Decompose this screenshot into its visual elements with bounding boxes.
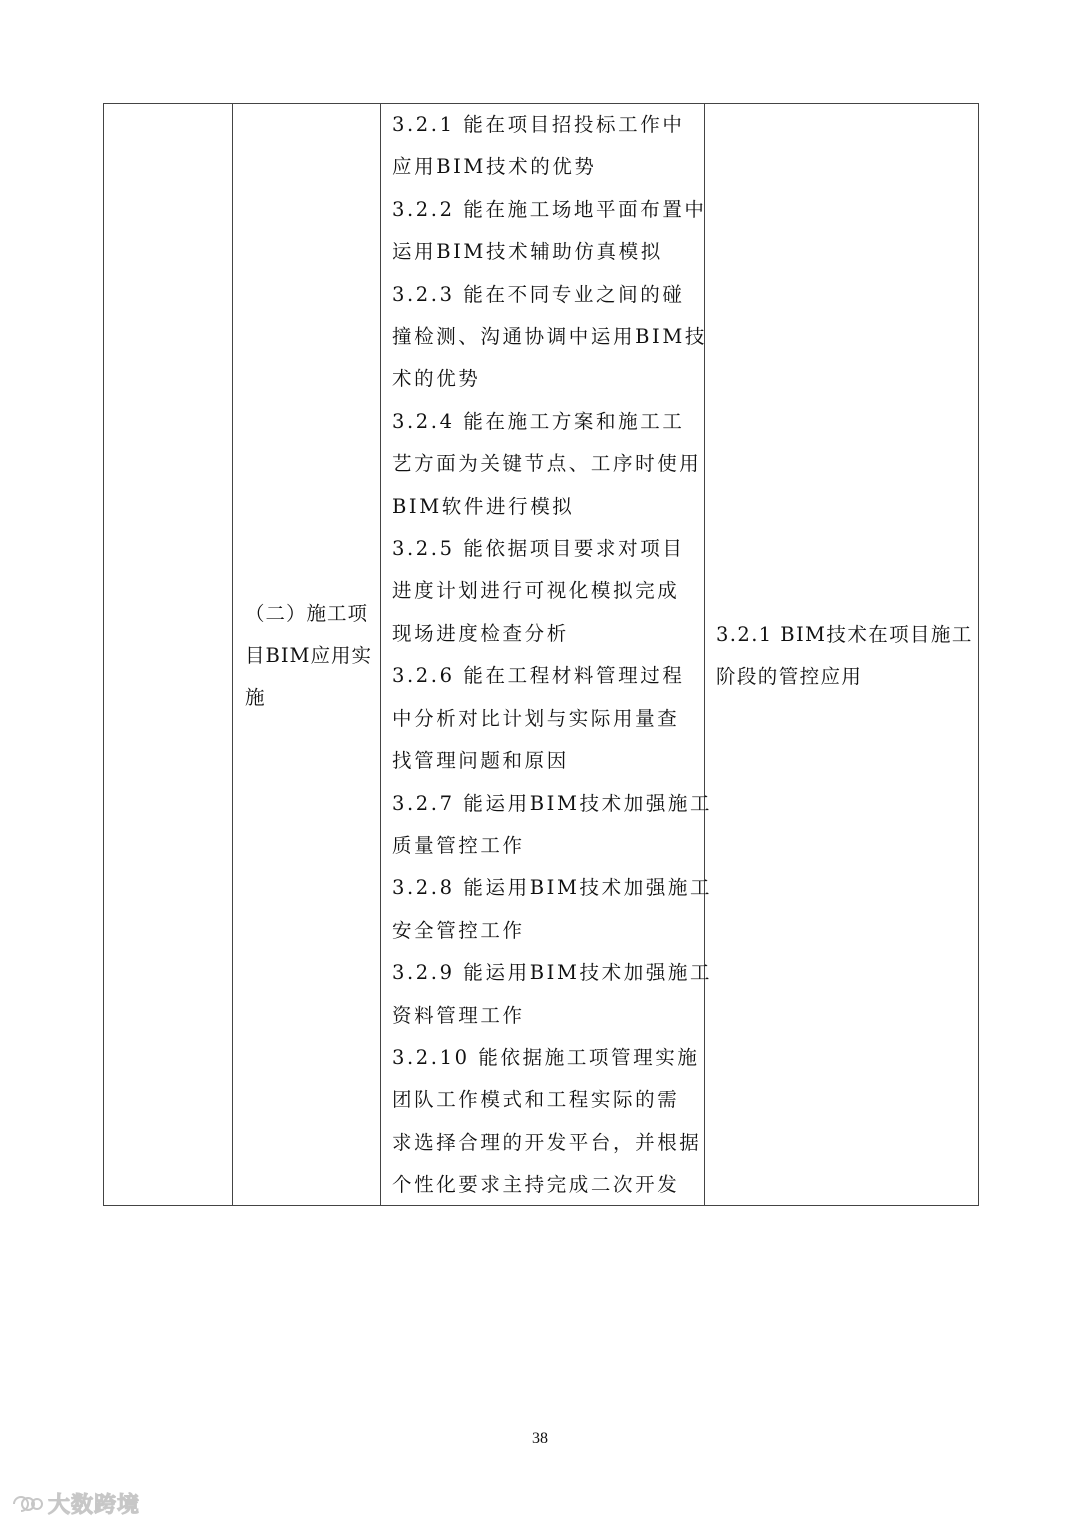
watermark-text: 大数跨境 (48, 1493, 141, 1518)
work-unit-line: 施 (245, 685, 266, 709)
page-number: 38 (532, 1430, 548, 1447)
related-knowledge-cell (705, 104, 980, 1205)
work-unit-cell (233, 104, 380, 1205)
requirement-line: 3.2.3 能在不同专业之间的碰 (392, 282, 685, 306)
requirement-line: 中分析对比计划与实际用量查 (392, 706, 680, 730)
requirement-line: 资料管理工作 (392, 1003, 525, 1027)
requirement-line: 找管理问题和原因 (392, 749, 569, 773)
requirement-item (392, 528, 698, 655)
requirement-item (392, 189, 707, 274)
requirement-line: 术的优势 (392, 367, 481, 391)
requirement-line: 撞检测、沟通协调中运用BIM技 (392, 325, 707, 349)
requirement-item (392, 952, 713, 1037)
requirement-line: 现场进度检查分析 (392, 621, 569, 645)
watermark (8, 1488, 140, 1519)
requirement-line: BIM软件进行模拟 (392, 494, 575, 518)
requirement-item (392, 867, 713, 952)
requirement-line: 艺方面为关键节点、工序时使用 (392, 452, 702, 476)
requirement-line: 3.2.5 能依据项目要求对项目 (392, 537, 685, 561)
requirement-line: 3.2.4 能在施工方案和施工工 (392, 409, 685, 433)
watermark-logo-icon (8, 1491, 44, 1517)
requirement-line: 求选择合理的开发平台，并根据 (392, 1130, 702, 1154)
requirement-line: 3.2.8 能运用BIM技术加强施工 (392, 876, 713, 900)
work-unit-line: 目BIM应用实 (245, 643, 372, 667)
requirement-line: 安全管控工作 (392, 918, 525, 942)
requirement-item (392, 655, 698, 782)
skill-requirements-list (392, 104, 713, 1207)
requirement-line: 3.2.1 能在项目招投标工作中 (392, 113, 685, 136)
requirement-line: 质量管控工作 (392, 833, 525, 857)
skill-requirements-cell (381, 104, 713, 1205)
requirement-line: 3.2.9 能运用BIM技术加强施工 (392, 961, 713, 985)
related-knowledge-text (716, 614, 974, 698)
requirement-item (392, 104, 698, 189)
requirement-line: 3.2.10 能依据施工项管理实施 (392, 1045, 700, 1069)
requirement-line: 进度计划进行可视化模拟完成 (392, 579, 680, 603)
requirement-item (392, 274, 707, 401)
requirement-item (392, 783, 713, 868)
work-unit-line: （二）施工项 (245, 601, 369, 625)
requirement-line: 运用BIM技术辅助仿真模拟 (392, 240, 663, 264)
requirement-item (392, 1037, 702, 1207)
requirement-line: 团队工作模式和工程实际的需 (392, 1088, 680, 1112)
requirement-line: 3.2.7 能运用BIM技术加强施工 (392, 791, 713, 815)
knowledge-line: 阶段的管控应用 (716, 664, 863, 688)
knowledge-line: 3.2.1 BIM技术在项目施工 (716, 622, 973, 646)
requirement-line: 3.2.2 能在施工场地平面布置中 (392, 197, 707, 221)
competency-table (103, 103, 979, 1206)
requirement-item (392, 401, 702, 528)
requirement-line: 应用BIM技术的优势 (392, 155, 597, 179)
requirement-line: 个性化要求主持完成二次开发 (392, 1173, 680, 1197)
requirement-line: 3.2.6 能在工程材料管理过程 (392, 664, 685, 688)
work-unit-label (245, 593, 374, 719)
